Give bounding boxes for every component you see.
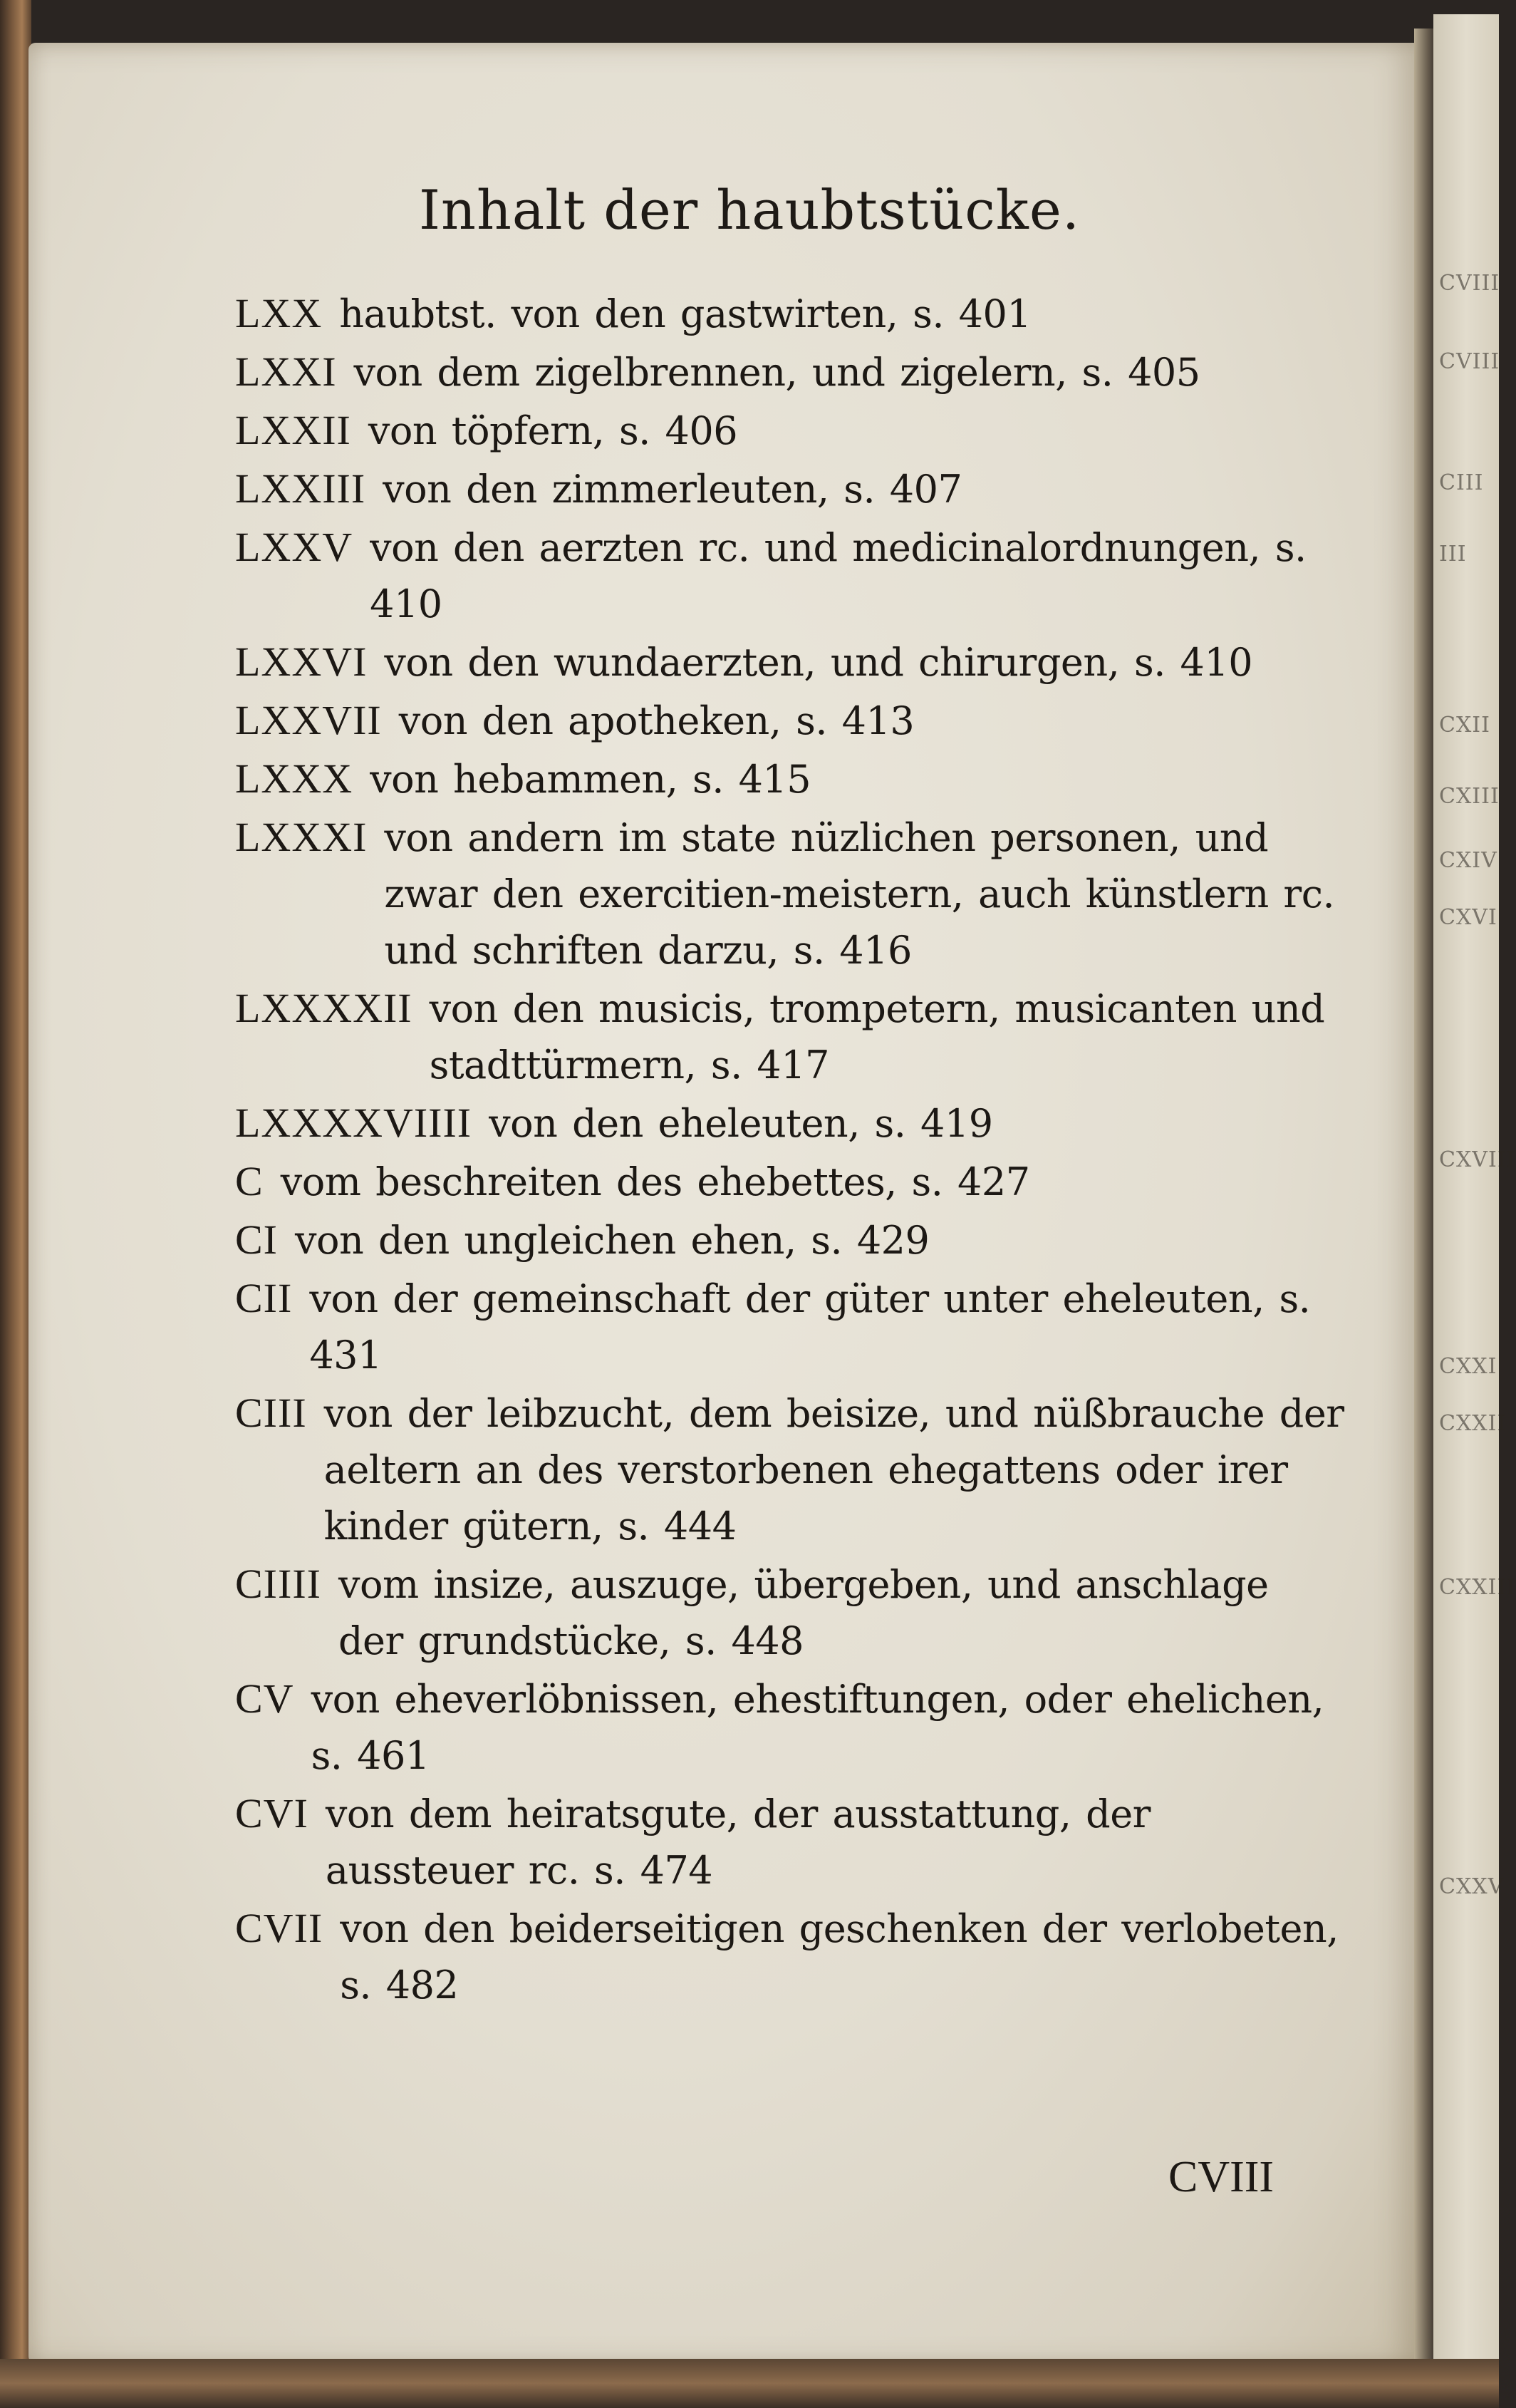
bleed-text: CXII — [1439, 713, 1491, 738]
chapter-number: LXXXXII — [235, 985, 412, 1031]
facing-page-edge — [1433, 14, 1516, 2366]
chapter-title: von den wundaerzten, und chirurgen, s. 410 — [384, 640, 1253, 685]
toc-entry — [235, 1153, 1346, 1210]
toc-entry — [235, 1095, 1346, 1152]
chapter-number: CIIII — [235, 1561, 321, 1607]
chapter-title: von den ungleichen ehen, s. 429 — [295, 1218, 930, 1263]
toc-entry — [235, 402, 1346, 459]
bleed-text: CVIII — [1439, 271, 1500, 296]
chapter-title: von eheverlöbnissen, ehestiftungen, oder ehelichen, s. 461 — [311, 1677, 1324, 1778]
chapter-title: von hebammen, s. 415 — [370, 757, 811, 802]
toc-entry — [235, 692, 1346, 749]
chapter-number: CV — [235, 1675, 294, 1722]
bleed-text: CXIII — [1439, 784, 1500, 809]
bleed-text: CXXV — [1439, 1874, 1505, 1899]
bleed-text: CXXI — [1439, 1354, 1497, 1379]
chapter-number: LXXII — [235, 407, 351, 453]
chapter-number: LXXVI — [235, 639, 368, 685]
chapter-title: von dem zigelbrennen, und zigelern, s. 405 — [353, 350, 1200, 395]
toc-entry — [235, 519, 1346, 632]
chapter-title: von den musicis, trompetern, musicanten und stadttürmern, s. 417 — [429, 986, 1325, 1087]
chapter-title: von dem heiratsgute, der ausstattung, der aussteuer rc. s. 474 — [325, 1792, 1151, 1893]
chapter-number: LXXX — [235, 755, 353, 802]
toc-entry — [235, 750, 1346, 807]
chapter-title: von den aerzten rc. und medicinalordnungen, s. 410 — [370, 525, 1307, 626]
chapter-title: von töpfern, s. 406 — [368, 408, 738, 453]
chapter-number: CII — [235, 1275, 293, 1321]
chapter-number: LXXI — [235, 348, 337, 395]
chapter-title: von den beiderseitigen geschenken der verlobeten, s. 482 — [340, 1906, 1339, 2007]
chapter-number: CVII — [235, 1905, 323, 1951]
table-of-contents — [235, 285, 1346, 2015]
chapter-number: LXXXXVIIII — [235, 1100, 472, 1146]
toc-entry — [235, 285, 1346, 342]
book-cover-bottom — [0, 2359, 1499, 2408]
toc-entry — [235, 1211, 1346, 1268]
chapter-number: CVI — [235, 1790, 308, 1836]
chapter-number: LXXV — [235, 524, 353, 570]
bleed-text: CXVIII — [1439, 1147, 1516, 1172]
toc-entry — [235, 1785, 1346, 1898]
bleed-text: III — [1439, 542, 1467, 567]
chapter-title: von der gemeinschaft der güter unter eheleuten, s. 431 — [309, 1276, 1311, 1378]
chapter-number: C — [235, 1158, 264, 1204]
toc-entry — [235, 634, 1346, 691]
page-gutter — [1414, 29, 1435, 2373]
chapter-title: von den zimmerleuten, s. 407 — [383, 467, 962, 512]
toc-entry — [235, 343, 1346, 401]
book-cover-edge — [0, 0, 31, 2408]
page-title: Inhalt der haubtstücke. — [419, 178, 1080, 242]
bleed-text: CXXII — [1439, 1411, 1507, 1436]
chapter-title: vom beschreiten des ehebettes, s. 427 — [280, 1159, 1030, 1204]
catchword: CVIII — [1168, 2153, 1274, 2201]
chapter-title: vom insize, auszuge, übergeben, und anschlage der grundstücke, s. 448 — [338, 1562, 1269, 1663]
chapter-number: CI — [235, 1216, 278, 1263]
bleed-text: CIII — [1439, 470, 1484, 495]
chapter-number: LXX — [235, 290, 323, 336]
toc-entry — [235, 1670, 1346, 1784]
bleed-text: CXXIII — [1439, 1575, 1516, 1600]
chapter-title: von andern im state nüzlichen personen, und zwar den exercitien-meistern, auch künstlern rc. und schriften darzu, s. 416 — [384, 815, 1335, 973]
toc-entry — [235, 1270, 1346, 1383]
toc-entry — [235, 809, 1346, 978]
chapter-number: LXXIII — [235, 465, 366, 512]
bleed-text: CVIII — [1439, 349, 1500, 374]
toc-entry — [235, 980, 1346, 1093]
chapter-title: von den apotheken, s. 413 — [398, 698, 915, 743]
chapter-number: LXXVII — [235, 697, 382, 743]
bleed-text: CXIV — [1439, 848, 1497, 873]
chapter-number: CIII — [235, 1390, 307, 1436]
chapter-title: von den eheleuten, s. 419 — [489, 1101, 993, 1146]
toc-entry — [235, 460, 1346, 517]
toc-entry — [235, 1556, 1346, 1669]
toc-entry — [235, 1900, 1346, 2013]
chapter-title: haubtst. von den gastwirten, s. 401 — [339, 291, 1032, 336]
toc-entry — [235, 1385, 1346, 1554]
bleed-text: CXVI — [1439, 905, 1497, 930]
chapter-number: LXXXI — [235, 814, 368, 860]
chapter-title: von der leibzucht, dem beisize, und nüßbrauche der aeltern an des verstorbenen ehegattens oder irer kinder gütern, s. 444 — [323, 1391, 1344, 1549]
